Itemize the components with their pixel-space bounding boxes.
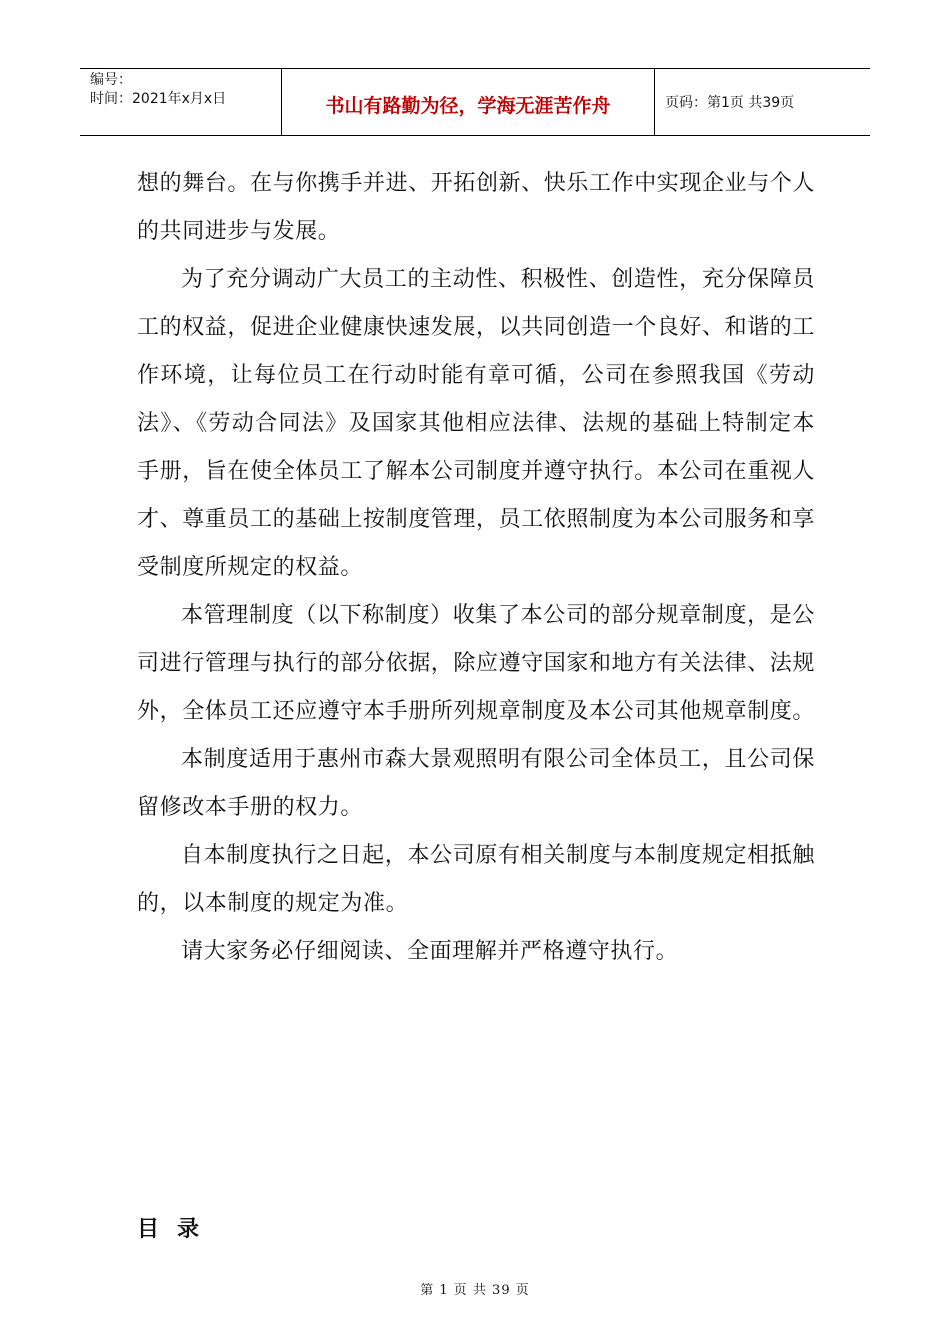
paragraph-continuation: 想的舞台。在与你携手并进、开拓创新、快乐工作中实现企业与个人的共同进步与发展。: [137, 171, 816, 244]
document-number-label: 编号：: [90, 72, 132, 88]
header-page-info: 页码：第1页 共39页: [665, 95, 795, 111]
document-body: [137, 160, 815, 976]
document-time-label: 时间：2021年x月x日: [90, 91, 227, 107]
paragraph-purpose: 为了充分调动广大员工的主动性、积极性、创造性，充分保障员工的权益，促进企业健康快速发展，以共同创造一个良好、和谐的工作环境，让每位员工在行动时能有章可循，公司在参照我国《劳动法》、《劳动合同法》及国家其他相应法律、法规的基础上特制定本手册，旨在使全体员工了解本公司制度并遵守执行。本公司在重视人才、尊重员工的基础上按制度管理，员工依照制度为本公司服务和享受制度所规定的权益。: [137, 267, 816, 580]
toc-heading: 目录: [137, 1217, 218, 1242]
paragraph-scope: 本管理制度（以下称制度）收集了本公司的部分规章制度，是公司进行管理与执行的部分依据，除应遵守国家和地方有关法律、法规外，全体员工还应遵守本手册所列规章制度及本公司其他规章制度。: [137, 603, 816, 724]
paragraph-effective: 自本制度执行之日起，本公司原有相关制度与本制度规定相抵触的，以本制度的规定为准。: [137, 843, 815, 916]
header-meta: [80, 69, 282, 135]
paragraph-request: 请大家务必仔细阅读、全面理解并严格遵守执行。: [181, 939, 679, 964]
page-footer: 第 1 页 共 39 页: [420, 1283, 530, 1298]
page-header: [80, 68, 870, 136]
header-motto: 书山有路勤为径，学海无涯苦作舟: [282, 69, 655, 135]
paragraph-applicability: 本制度适用于惠州市森大景观照明有限公司全体员工，且公司保留修改本手册的权力。: [137, 747, 815, 820]
